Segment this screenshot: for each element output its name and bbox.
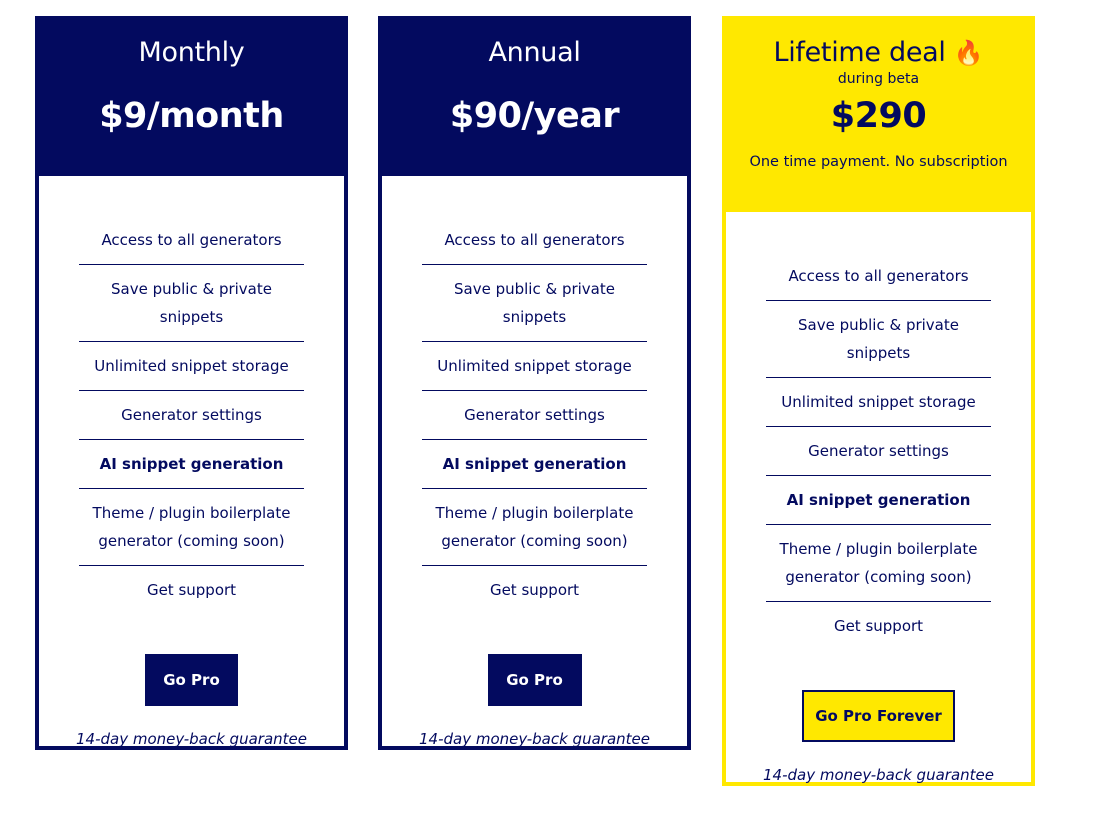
card-header <box>35 16 348 176</box>
card-header <box>378 16 691 176</box>
plan-price: $9/month <box>99 96 284 136</box>
plan-subtitle: during beta <box>837 71 920 87</box>
feature-list <box>766 252 991 650</box>
feature-item: Theme / plugin boilerplate generator (coming soon) <box>79 489 304 566</box>
pricing-card-lifetime <box>722 16 1035 786</box>
feature-item: Generator settings <box>422 391 647 440</box>
feature-list <box>422 216 647 614</box>
feature-item-highlight: AI snippet generation <box>79 440 304 489</box>
feature-item: Get support <box>146 581 237 599</box>
feature-item: Access to all generators <box>79 216 304 265</box>
fire-icon: 🔥 <box>953 39 984 67</box>
feature-item: Access to all generators <box>422 216 647 265</box>
feature-item: Save public & private snippets <box>766 301 991 378</box>
plan-note: One time payment. No subscription <box>749 154 1008 170</box>
guarantee-text: 14-day money-back guarantee <box>763 766 994 784</box>
card-header <box>722 16 1035 212</box>
feature-item: Generator settings <box>79 391 304 440</box>
plan-price: $90/year <box>449 96 620 136</box>
feature-item: Unlimited snippet storage <box>422 342 647 391</box>
plan-price: $290 <box>830 96 927 136</box>
feature-list <box>79 216 304 614</box>
feature-item: Access to all generators <box>766 252 991 301</box>
feature-item: Unlimited snippet storage <box>766 378 991 427</box>
feature-item: Save public & private snippets <box>79 265 304 342</box>
plan-title: Annual <box>488 37 581 68</box>
go-pro-forever-button[interactable]: Go Pro Forever <box>802 690 955 742</box>
plan-title: Monthly <box>138 37 245 68</box>
guarantee-text: 14-day money-back guarantee <box>76 730 307 748</box>
feature-item: Theme / plugin boilerplate generator (coming soon) <box>766 525 991 602</box>
feature-item: Theme / plugin boilerplate generator (coming soon) <box>422 489 647 566</box>
plan-title <box>722 36 1035 70</box>
pricing-card-annual <box>378 16 691 750</box>
pricing-card-monthly <box>35 16 348 750</box>
go-pro-button[interactable]: Go Pro <box>488 654 582 706</box>
feature-item: Save public & private snippets <box>422 265 647 342</box>
feature-item-highlight: AI snippet generation <box>422 440 647 489</box>
plan-title-text: Lifetime deal <box>773 37 946 68</box>
feature-item-highlight: AI snippet generation <box>766 476 991 525</box>
guarantee-text: 14-day money-back guarantee <box>419 730 650 748</box>
feature-item: Get support <box>833 617 924 635</box>
feature-item: Get support <box>489 581 580 599</box>
go-pro-button[interactable]: Go Pro <box>145 654 238 706</box>
feature-item: Unlimited snippet storage <box>79 342 304 391</box>
feature-item: Generator settings <box>766 427 991 476</box>
